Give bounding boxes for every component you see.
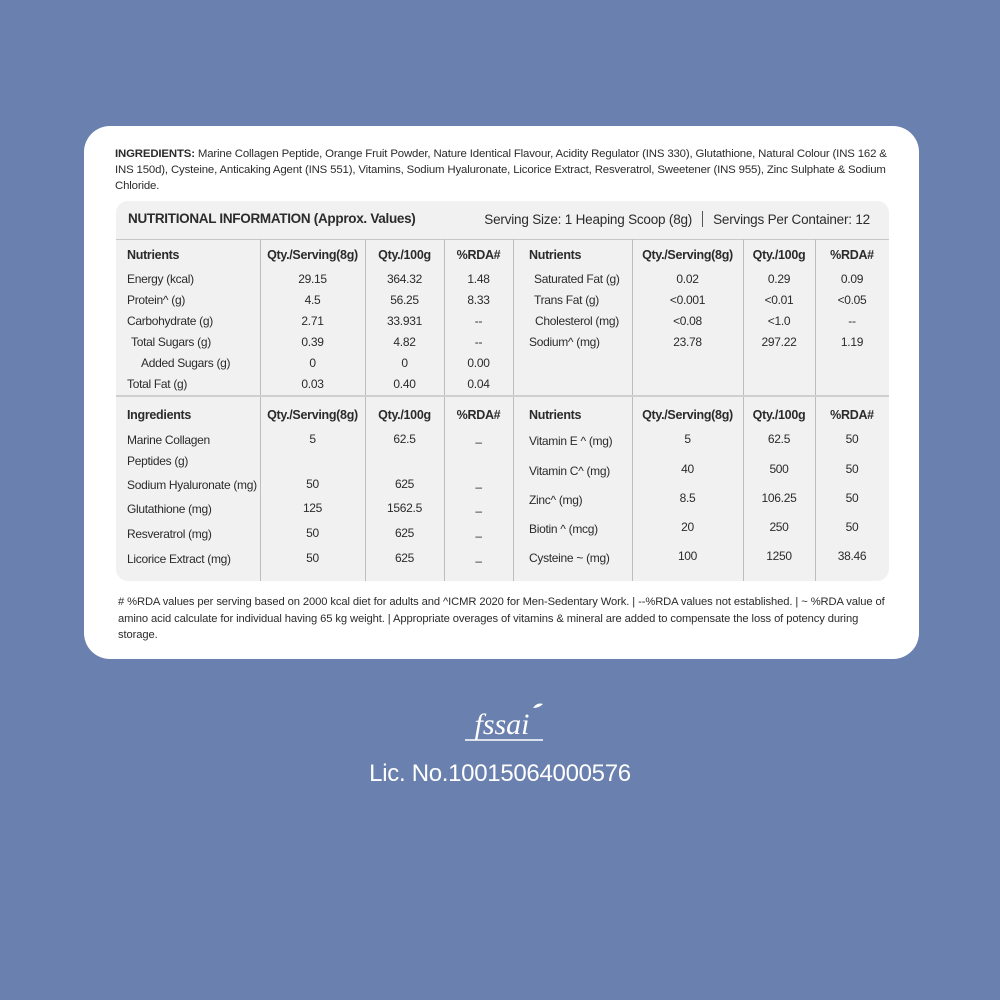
table2-left-row-per100: 625 bbox=[394, 477, 415, 491]
table2-left-header-qty-serving: Qty./Serving(8g) bbox=[267, 408, 358, 422]
table2-right-row-per100: 500 bbox=[769, 462, 789, 476]
table2-right-row-name: Biotin ^ (mcg) bbox=[529, 522, 598, 536]
table2-right-row-name: Cysteine ~ (mg) bbox=[529, 551, 610, 565]
table2-left-row-rda: – bbox=[475, 529, 482, 543]
table1-left-row-name: Total Sugars (g) bbox=[131, 335, 211, 349]
table2-right-row-serving: 20 bbox=[681, 520, 694, 534]
table2-left-row-rda: – bbox=[475, 554, 482, 568]
table2-left-header-name: Ingredients bbox=[127, 408, 192, 422]
table1-left-row-name: Protein^ (g) bbox=[127, 293, 186, 307]
table1-right-row-name: Cholesterol (mg) bbox=[535, 314, 619, 328]
table2-left-row-per100: 625 bbox=[394, 526, 415, 540]
table2-right-row-rda: 50 bbox=[845, 520, 859, 534]
table2-left-row-per100: 625 bbox=[394, 551, 415, 565]
table1-left-row-rda: 8.33 bbox=[467, 293, 490, 307]
table1-left-row-per100: 33.931 bbox=[387, 314, 422, 328]
table2-right-header-qty-100g: Qty./100g bbox=[752, 408, 806, 422]
table1-right-row-serving: 23.78 bbox=[673, 335, 702, 349]
table1-left-row-rda: -- bbox=[474, 314, 483, 328]
table2-right-row-rda: 50 bbox=[845, 432, 859, 446]
table1-left-row-name: Carbohydrate (g) bbox=[127, 314, 213, 328]
table1-right-row-rda: 0.09 bbox=[840, 272, 864, 286]
table2-right-header-rda: %RDA# bbox=[830, 408, 874, 422]
table1-left-header-qty-serving: Qty./Serving(8g) bbox=[267, 248, 358, 262]
license-number: Lic. No.10015064000576 bbox=[369, 760, 631, 787]
fssai-logo bbox=[455, 700, 550, 752]
table2-right-row-per100: 62.5 bbox=[767, 432, 791, 446]
ingredients-label: INGREDIENTS: bbox=[115, 148, 195, 160]
fssai-logo-leaf bbox=[533, 704, 543, 709]
table1-right-row-name: Saturated Fat (g) bbox=[534, 272, 620, 286]
table2-right-row-per100: 106.25 bbox=[761, 491, 797, 505]
table1-right-row-rda: <0.05 bbox=[837, 293, 867, 307]
table1-left-row-per100: 56.25 bbox=[390, 293, 419, 307]
table1-left-row-serving: 29.15 bbox=[298, 272, 327, 286]
table1-left-row-per100: 0 bbox=[401, 356, 408, 370]
nutrition-title: NUTRITIONAL INFORMATION (Approx. Values) bbox=[128, 211, 416, 226]
table1-right-row-per100: 297.22 bbox=[761, 335, 797, 349]
table2-left-row-serving: 50 bbox=[306, 526, 319, 540]
ingredients-text bbox=[115, 146, 895, 195]
serving-info bbox=[484, 211, 870, 227]
table2-left-row-name: Licorice Extract (mg) bbox=[127, 552, 231, 566]
table2-left-row-name: Glutathione (mg) bbox=[127, 502, 212, 516]
table2-right-row-serving: 40 bbox=[681, 462, 694, 476]
table1-right-header-qty-serving: Qty./Serving(8g) bbox=[642, 248, 733, 262]
table2-left-row-name: Peptides (g) bbox=[127, 454, 189, 468]
table1-left-row-rda: 1.48 bbox=[467, 272, 490, 286]
table1-right-row-name: Sodium^ (mg) bbox=[529, 335, 600, 349]
table2-right-row-serving: 8.5 bbox=[679, 491, 696, 505]
table2-right-row-name: Vitamin E ^ (mg) bbox=[529, 434, 613, 448]
table1-left-row-rda: -- bbox=[474, 335, 483, 349]
table2-right-row-per100: 1250 bbox=[766, 549, 792, 563]
table2-right-header-qty-serving: Qty./Serving(8g) bbox=[642, 408, 733, 422]
table2-left-row-rda: – bbox=[475, 435, 482, 449]
table1-right-row-rda: -- bbox=[848, 314, 856, 328]
table1-left-row-serving: 2.71 bbox=[301, 314, 324, 328]
table1-left-row-serving: 0 bbox=[309, 356, 316, 370]
table1-right-row-serving: 0.02 bbox=[676, 272, 699, 286]
nutrition-panel bbox=[116, 201, 889, 581]
serving-size: Serving Size: 1 Heaping Scoop (8g) bbox=[484, 212, 693, 227]
table1-right-row-per100: 0.29 bbox=[767, 272, 791, 286]
table2-right-row-rda: 50 bbox=[845, 462, 859, 476]
table1-right-row-serving: <0.08 bbox=[673, 314, 702, 328]
table2-left-row-serving: 50 bbox=[306, 477, 319, 491]
table1-left-row-name: Added Sugars (g) bbox=[141, 356, 231, 370]
table2-left-row-per100: 62.5 bbox=[393, 432, 416, 446]
table1-right-row-rda: 1.19 bbox=[840, 335, 864, 349]
table1-right-header-name: Nutrients bbox=[529, 248, 582, 262]
table2-left-row-serving: 5 bbox=[309, 432, 316, 446]
table1-left-header-name: Nutrients bbox=[127, 248, 180, 262]
table1-left-row-rda: 0.04 bbox=[467, 377, 490, 391]
table2-right-row-serving: 100 bbox=[677, 549, 698, 563]
table2-left-row-rda: – bbox=[475, 504, 482, 518]
table1-right-row-serving: <0.001 bbox=[669, 293, 706, 307]
table2-right-row-name: Zinc^ (mg) bbox=[529, 493, 583, 507]
table1-right-header-rda: %RDA# bbox=[830, 248, 874, 262]
table2-right-row-rda: 50 bbox=[845, 491, 859, 505]
ingredients-list: Marine Collagen Peptide, Orange Fruit Powder, Nature Identical Flavour, Acidity Regulator (INS 330), Glutathione, Natural Colour (INS 162 & INS 150d), Cysteine, Anticaking Agent (INS 551), Vitamins, Sodium Hyaluronate, Licorice Extract, Resveratrol, Sweetener (INS 955), Zinc Sulphate & Sodium Chloride. bbox=[115, 148, 887, 193]
table2-left-header-rda: %RDA# bbox=[456, 408, 501, 422]
table2-left-row-name: Resveratrol (mg) bbox=[127, 527, 212, 541]
table1-left-header-rda: %RDA# bbox=[456, 248, 501, 262]
nutrition-label-card bbox=[84, 126, 919, 659]
section-divider bbox=[116, 395, 889, 397]
table2-left-row-serving: 50 bbox=[306, 551, 319, 565]
footnote: # %RDA values per serving based on 2000 kcal diet for adults and ^ICMR 2020 for Men-Sedentary Work. | --%RDA values not established. | ~ %RDA value of amino acid calculate for individual having 65 kg weight. | Appropriate overages of vitamins & mineral are added to compensate the loss of potency during storage. bbox=[118, 596, 885, 642]
table1-right-row-per100: <0.01 bbox=[764, 293, 794, 307]
table1-left-row-serving: 4.5 bbox=[304, 293, 321, 307]
table1-left-row-serving: 0.39 bbox=[301, 335, 324, 349]
table2-left-row-per100: 1562.5 bbox=[387, 501, 422, 515]
table1-left-row-per100: 0.40 bbox=[393, 377, 416, 391]
table2-left-row-serving: 125 bbox=[302, 501, 323, 515]
table2-left-row-name: Marine Collagen bbox=[127, 433, 210, 447]
table2-left-header-qty-100g: Qty./100g bbox=[378, 408, 431, 422]
table1-left-row-name: Energy (kcal) bbox=[127, 272, 194, 286]
table1-right-header-qty-100g: Qty./100g bbox=[752, 248, 806, 262]
table2-right-row-name: Vitamin C^ (mg) bbox=[529, 464, 610, 478]
grid-line bbox=[513, 239, 514, 581]
table1-left-row-rda: 0.00 bbox=[467, 356, 490, 370]
table1-left-row-per100: 4.82 bbox=[393, 335, 416, 349]
table2-right-row-rda: 38.46 bbox=[837, 549, 867, 563]
serving-separator bbox=[702, 211, 703, 227]
table1-left-row-serving: 0.03 bbox=[301, 377, 324, 391]
table2-right-row-per100: 250 bbox=[769, 520, 789, 534]
table2-left-row-name: Sodium Hyaluronate (mg) bbox=[127, 478, 257, 492]
table2-right-header-name: Nutrients bbox=[529, 408, 582, 422]
table1-left-header-qty-100g: Qty./100g bbox=[378, 248, 431, 262]
fssai-logo-text: fssai bbox=[474, 708, 530, 741]
table1-right-row-per100: <1.0 bbox=[767, 314, 791, 328]
servings-per-container: Servings Per Container: 12 bbox=[713, 212, 870, 227]
table1-right-row-name: Trans Fat (g) bbox=[534, 293, 600, 307]
table1-left-row-per100: 364.32 bbox=[387, 272, 422, 286]
table1-left-row-name: Total Fat (g) bbox=[127, 377, 188, 391]
table2-right-row-serving: 5 bbox=[684, 432, 691, 446]
nutrition-header bbox=[116, 201, 889, 240]
table2-left-row-rda: – bbox=[475, 480, 482, 494]
